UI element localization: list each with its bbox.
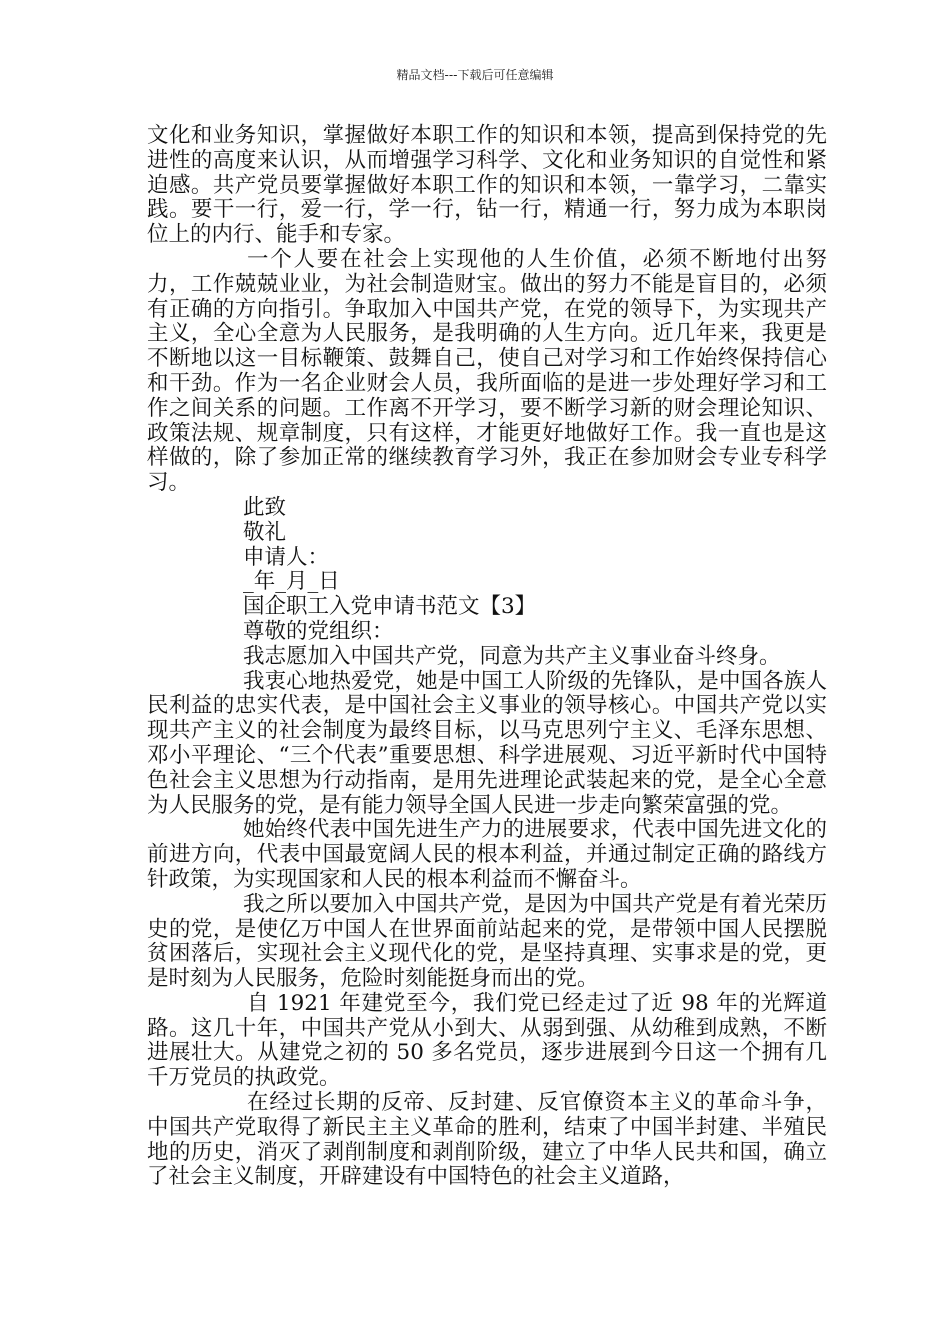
closing-regards: 敬礼 (243, 519, 287, 545)
paragraph: 我之所以要加入中国共产党，是因为中国共产党是有着光荣历史的党，是使亿万中国人在世界面前站起来的党，是带领中国人民摆脱贫困落后，实现社会主义现代化的党，是坚持真理、实事求是的党，更是时刻为人民服务，危险时刻能挺身而出的党。 (147, 891, 827, 992)
date-line: _年_月_日 (243, 569, 340, 595)
paragraph: 在经过长期的反帝、反封建、反官僚资本主义的革命斗争，中国共产党取得了新民主主义革命的胜利，结束了中国半封建、半殖民地的历史，消灭了剥削制度和剥削阶级，建立了中华人民共和国，确立了社会主义制度，开辟建设有中国特色的社会主义道路， (147, 1090, 827, 1190)
paragraph: 一个人要在社会上实现他的人生价值，必须不断地付出努力，工作兢兢业业，为社会制造财宝。做出的努力不能是盲目的，必须有正确的方向指引。争取加入中国共产党，在党的领导下，为实现共产主义，全心全意为人民服务，是我明确的人生方向。近几年来，我更是不断地以这一目标鞭策、鼓舞自己，使自己对学习和工作始终保持信心和干劲。作为一名企业财会人员，我所面临的是进一步处理好学习和工作之间关系的问题。工作离不开学习，要不断学习新的财会理论知识、政策法规、规章制度，只有这样，才能更好地做好工作。我一直也是这样做的，除了参加正常的继续教育学习外，我正在参加财会专业专科学习。 (147, 246, 827, 496)
document-body (147, 124, 827, 1190)
paragraph-continuation: 文化和业务知识，掌握做好本职工作的知识和本领，提高到保持党的先进性的高度来认识，从而增强学习科学、文化和业务知识的自觉性和紧迫感。共产党员要掌握做好本职工作的知识和本领，一靠学习，二靠实践。要干一行，爱一行，学一行，钻一行，精通一行，努力成为本职岗位上的内行、能手和专家。 (147, 123, 827, 248)
closing-salutation: 此致 (243, 494, 287, 520)
applicant-line: 申请人： (243, 544, 330, 570)
page-header: 精品文档---下载后可任意编辑 (396, 68, 554, 82)
section-title: 国企职工入党申请书范文【3】 (243, 594, 537, 620)
paragraph: 她始终代表中国先进生产力的进展要求，代表中国先进文化的前进方向，代表中国最宽阔人民的根本利益，并通过制定正确的路线方针政策，为实现国家和人民的根本利益而不懈奋斗。 (147, 817, 827, 892)
paragraph: 我衷心地热爱党，她是中国工人阶级的先锋队，是中国各族人民利益的忠实代表，是中国社会主义事业的领导核心。中国共产党以实现共产主义的社会制度为最终目标，以马克思列宁主义、毛泽东思想、邓小平理论、“三个代表”重要思想、科学进展观、习近平新时代中国特色社会主义思想为行动指南，是用先进理论武装起来的党，是全心全意为人民服务的党，是有能力领导全国人民进一步走向繁荣富强的党。 (147, 668, 827, 818)
paragraph: 我志愿加入中国共产党，同意为共产主义事业奋斗终身。 (243, 643, 781, 669)
paragraph: 自 1921 年建党至今，我们党已经走过了近 98 年的光辉道路。这几十年，中国共产党从小到大、从弱到强、从幼稚到成熟，不断进展壮大。从建党之初的 50 多名党员，逐步进展到今日这一个拥有几千万党员的执政党。 (147, 990, 827, 1091)
greeting: 尊敬的党组织： (243, 618, 394, 644)
